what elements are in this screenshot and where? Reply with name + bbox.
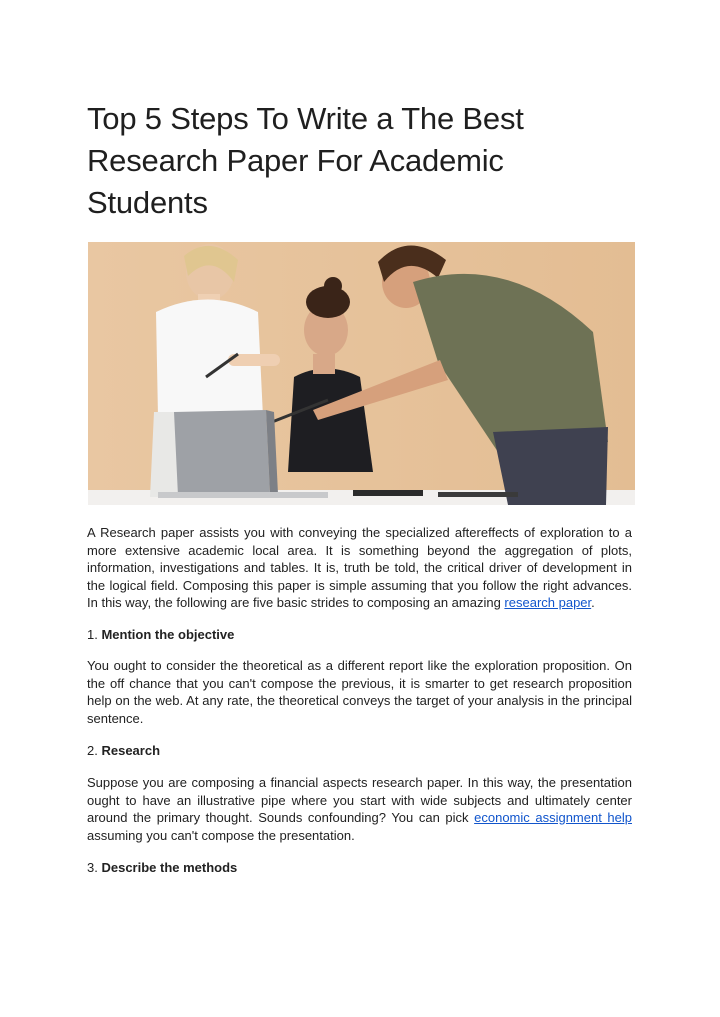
step-3-heading — [87, 859, 632, 876]
step-1-number: 1. — [87, 627, 102, 642]
step-2-number: 2. — [87, 743, 102, 758]
students-photo — [88, 242, 635, 505]
step-2-text: Suppose you are composing a financial aspects research paper. In this way, the presentation ought to have an illustrative pipe where you start with wide subjects and ultimately center around the primary thought. Sounds confounding? You can pick — [87, 775, 632, 825]
economic-assignment-help-link[interactable]: economic assignment help — [474, 810, 632, 825]
step-1-heading — [87, 626, 632, 643]
step-1-paragraph: You ought to consider the theoretical as a different report like the exploration proposition. On the off chance that you can't compose the previous, it is smarter to get research proposition help on the web. At any rate, the theoretical conveys the target of your analysis in the principal sentence. — [87, 658, 632, 726]
intro-paragraph — [87, 524, 632, 612]
intro-text: A Research paper assists you with conveying the specialized aftereffects of exploration to a more extensive academic local area. It is something beyond the aggregation of plots, information, investigations and tables. It is, truth be told, the critical driver of development in the logical field. Composing this paper is simple assuming that you follow the right advances. In this way, the following are five basic strides to composing an amazing — [87, 525, 632, 610]
research-paper-link[interactable]: research paper — [504, 595, 592, 610]
page-title: Top 5 Steps To Write a The Best Research Paper For Academic Students — [87, 101, 524, 220]
step-2-heading — [87, 742, 632, 759]
step-2-paragraph — [87, 774, 632, 844]
intro-text-end: . — [591, 595, 595, 610]
step-2-label: Research — [101, 743, 161, 758]
step-3-number: 3. — [87, 860, 102, 875]
step-3-label: Describe the methods — [101, 860, 238, 875]
step-2-text-end: assuming you can't compose the presentation. — [87, 827, 355, 843]
step-1-label: Mention the objective — [101, 627, 235, 642]
